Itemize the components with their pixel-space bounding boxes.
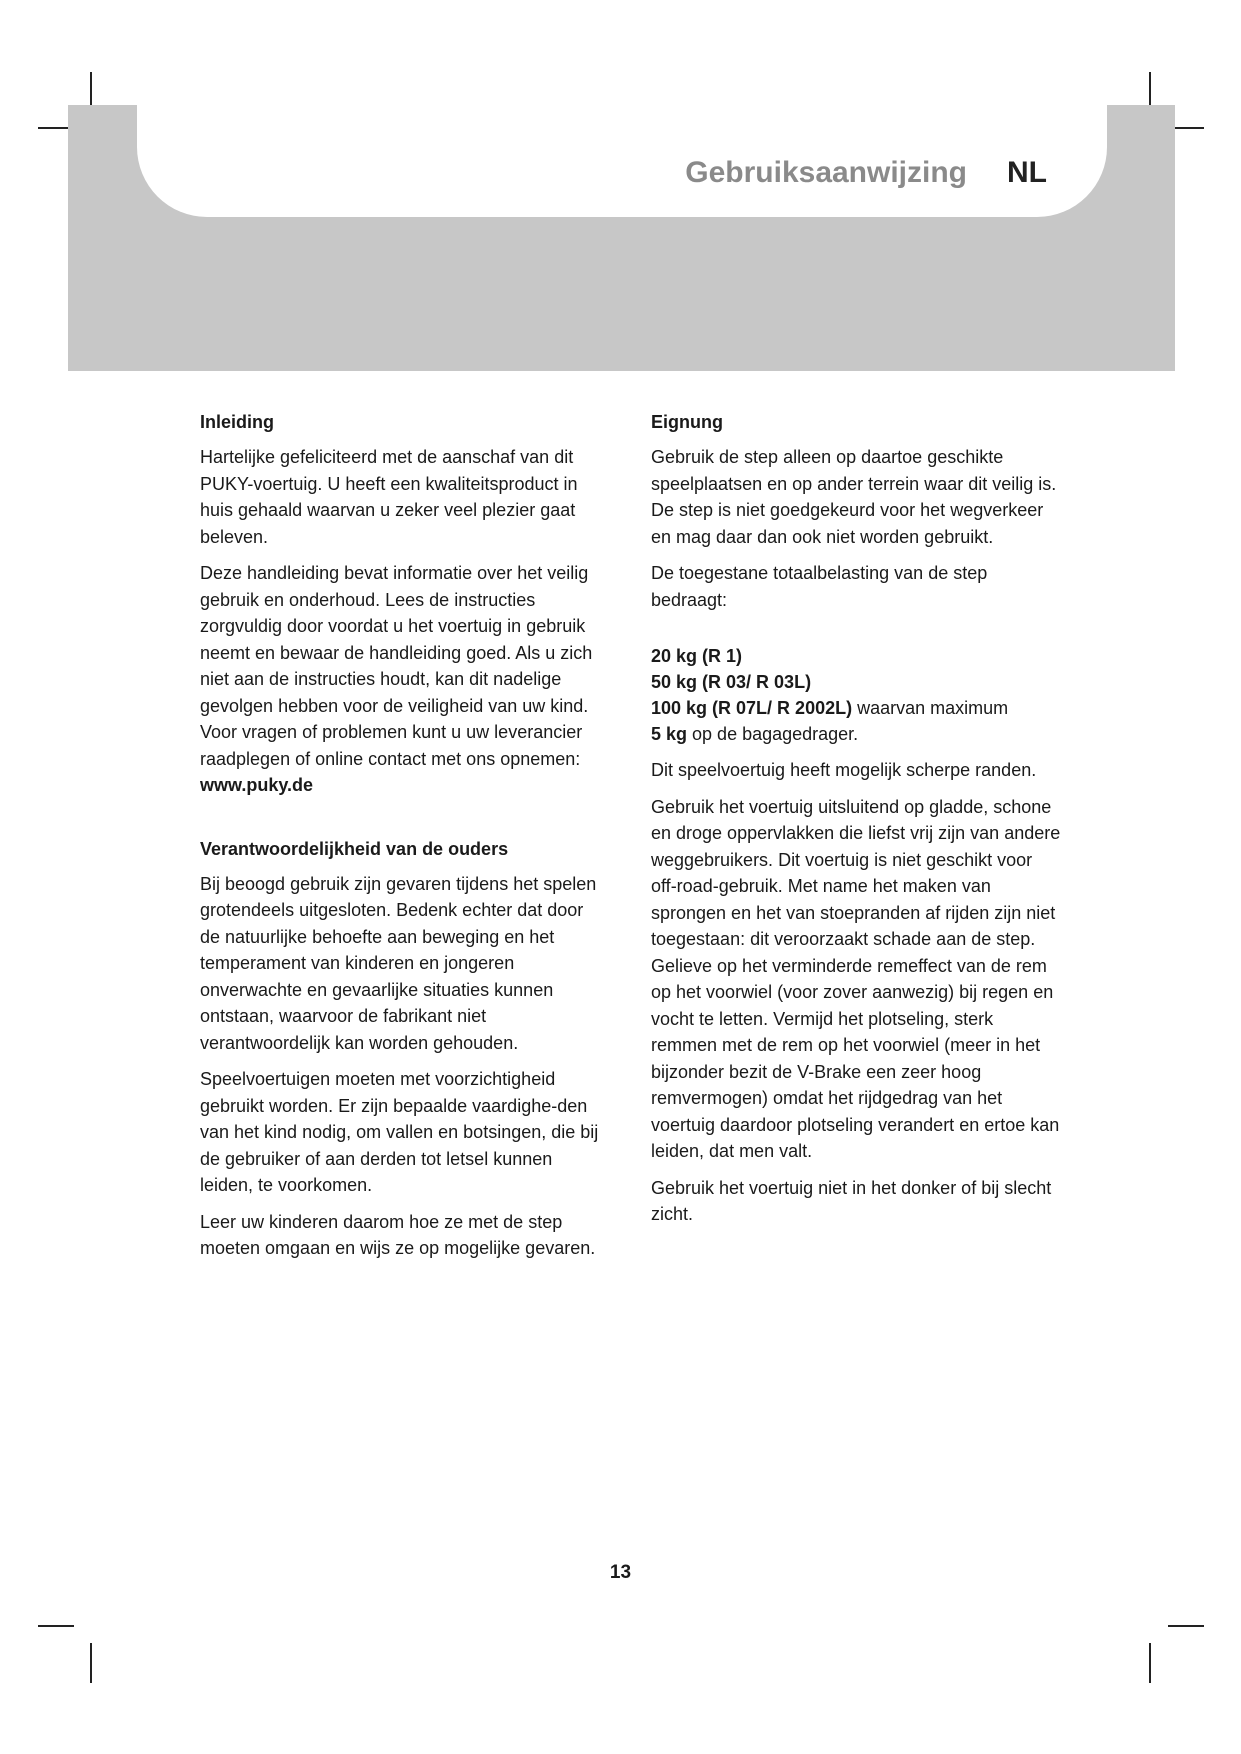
right-column (651, 410, 1061, 1238)
page-number: 13 (609, 1562, 632, 1583)
paragraph: Deze handleiding bevat informatie over het veilig gebruik en onderhoud. Lees de instructies zorgvuldig door voordat u het voertuig in gebruik neemt en bewaar de handleiding goed. Als u zich niet aan de instructies houdt, kan dit nadelige gevolgen hebben voor de veiligheid van uw kind. Voor vragen of problemen kunt u uw leverancier raadplegen of online contact met ons opnemen: www.puky.de (200, 563, 593, 795)
load-limits (651, 643, 1061, 747)
paragraph: Hartelijke gefeliciteerd met de aanschaf van dit PUKY-voertuig. U heeft een kwaliteitsproduct in huis gehaald waarvan u zeker veel plezier gaat beleven. (200, 447, 578, 547)
section-heading-suitability: Eignung (651, 412, 723, 432)
crop-mark (38, 1625, 74, 1627)
page-title: Gebruiksaanwijzing (685, 156, 967, 189)
paragraph: Gebruik het voertuig uitsluitend op gladde, schone en droge oppervlakken die liefst vrij zijn van andere weggebruikers. Dit voertuig is niet geschikt voor off-road-gebruik. Met name het maken van sprongen en het van stoepranden af rijden zijn niet toegestaan: dit veroorzaakt schade aan de step. Gelieve op het verminderde remeffect van de rem op het voorwiel (voor zover aanwezig) bij regen en vocht te letten. Vermijd het plotseling, sterk remmen met de rem op het voorwiel (meer in het bijzonder bezit de V-Brake een zeer hoog remvermogen) omdat het rijdgedrag van het voertuig daardoor plotseling verandert en ertoe kan leiden, dat men valt. (651, 796, 1061, 1161)
paragraph: Bij beoogd gebruik zijn gevaren tijdens het spelen grotendeels uitgesloten. Bedenk echter dat door de natuurlijke behoefte aan beweging en het temperament van kinderen en jongeren onverwachte en gevaarlijke situaties kunnen ontstaan, waarvoor de fabrikant niet verantwoordelijk kan worden gehouden. (200, 873, 597, 1053)
load-limit-item: 20 kg (R 1) (651, 646, 743, 666)
language-code: NL (1007, 156, 1047, 189)
section-heading-introduction: Inleiding (200, 412, 274, 432)
section-heading-parents: Verantwoordelijkheid van de ouders (200, 838, 509, 859)
crop-mark (90, 1643, 92, 1683)
load-limit-item: 5 kg op de bagagedrager. (651, 724, 859, 744)
website-link[interactable]: www.puky.de (200, 775, 314, 795)
paragraph: De toegestane totaalbelasting van de step bedraagt: (651, 563, 988, 610)
header (685, 156, 1047, 190)
load-limit-item: 100 kg (R 07L/ R 2002L) waarvan maximum (651, 698, 1009, 718)
paragraph: Gebruik de step alleen op daartoe geschikte speelplaatsen en op ander terrein waar dit veilig is. De step is niet goedgekeurd voor het wegverkeer en mag daar dan ook niet worden gebruikt. (651, 447, 1057, 547)
paragraph: Dit speelvoertuig heeft mogelijk scherpe randen. (651, 760, 1037, 780)
paragraph: Speelvoertuigen moeten met voorzichtigheid gebruikt worden. Er zijn bepaalde vaardighe-den van het kind nodig, om vallen en botsingen, die bij de gebruiker of aan derden tot letsel kunnen leiden, te voorkomen. (200, 1069, 599, 1195)
paragraph: Gebruik het voertuig niet in het donker of bij slecht zicht. (651, 1177, 1052, 1224)
crop-mark (1168, 1625, 1204, 1627)
crop-mark (1149, 1643, 1151, 1683)
left-column (200, 410, 605, 1272)
paragraph: Leer uw kinderen daarom hoe ze met de step moeten omgaan en wijs ze op mogelijke gevaren. (200, 1211, 596, 1258)
load-limit-item: 50 kg (R 03/ R 03L) (651, 672, 812, 692)
